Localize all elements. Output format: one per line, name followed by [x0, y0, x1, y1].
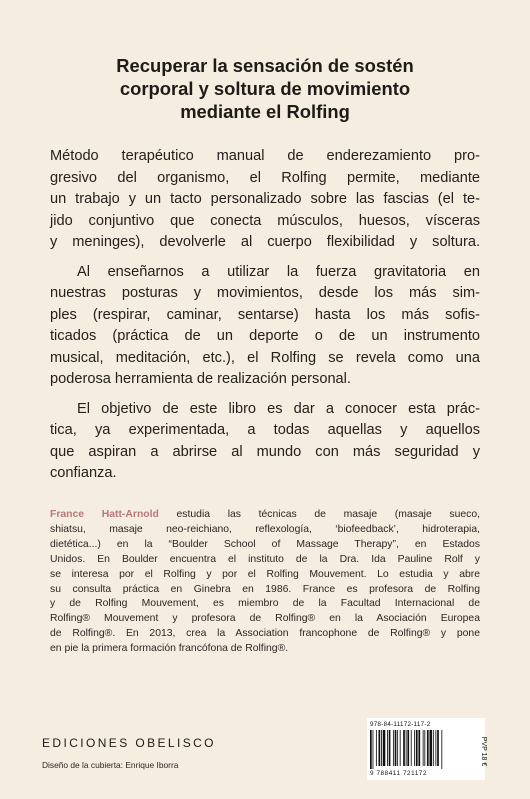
bio-line: Rolfing® Mouvement y profesora de Rolfing® en la Asociación Europea — [50, 613, 480, 625]
text-line: nuestras posturas y movimientos, desde los más sim- — [50, 285, 480, 301]
barcode-bar — [407, 730, 409, 766]
barcode-bar — [403, 730, 405, 766]
author-name: France Hatt-Arnold — [50, 509, 159, 520]
text-line: El objetivo de este libro es dar a conocer esta prác- — [77, 400, 480, 417]
barcode-bar — [379, 730, 381, 766]
price-label: PVP 18 € — [480, 736, 488, 767]
author-bio — [50, 508, 480, 657]
bio-line: de Rolfing®. En 2013, crea la Association francophone de Rolfing® y pone — [50, 628, 480, 640]
headline-line: Recuperar la sensación de sostén — [116, 55, 414, 76]
barcode-bar — [395, 730, 397, 766]
bio-line — [50, 508, 480, 523]
text-line: gresivo del organismo, el Rolfing permite, mediante — [50, 169, 480, 186]
barcode-bar — [423, 730, 424, 766]
isbn-digits: 9 788411 721172 — [370, 770, 428, 777]
barcode-bar — [414, 730, 415, 766]
headline — [80, 54, 450, 123]
barcode-bar — [376, 730, 377, 766]
text-line: que aspiran a abrirse al mundo con más seguridad y — [50, 443, 480, 460]
barcode-bar — [435, 730, 436, 766]
text-line: Al enseñarnos a utilizar la fuerza gravitatoria en — [77, 263, 480, 280]
text-line: Método terapéutico manual de enderezamiento pro- — [50, 148, 480, 164]
synopsis — [50, 146, 480, 493]
publisher-name: EDICIONES OBELISCO — [42, 736, 216, 750]
barcode-bar — [389, 730, 391, 766]
barcode-bar — [416, 730, 418, 766]
text-line: tica, ya experimentada, a todas aquellas y aquellos — [50, 422, 480, 438]
barcode-bar — [418, 730, 420, 766]
barcode-bar — [370, 730, 372, 769]
bio-line: y de Rolfing Mouvement, es miembro de la Facultad Internacional de — [50, 598, 480, 610]
barcode-bar — [397, 730, 398, 766]
text-line: ples (respirar, caminar, sentarse) hasta los más sofis- — [50, 306, 480, 323]
cover-design-credit: Diseño de la cubierta: Enrique Iborra — [42, 760, 179, 770]
barcode-bar — [433, 730, 434, 766]
headline-line: corporal y soltura de movimiento — [119, 78, 411, 99]
headline-line: mediante el Rolfing — [180, 101, 350, 122]
text-line: jido conjuntivo que conecta músculos, huesos, vísceras — [50, 212, 480, 229]
barcode-bar — [427, 730, 429, 766]
barcode-bar — [441, 730, 442, 769]
barcode-bar — [373, 730, 374, 769]
bio-line: Unidos. En Boulder encuentra el instituto de la Dra. Ida Pauline Rolf y — [50, 553, 480, 565]
barcode-bar — [381, 730, 382, 766]
barcode-bar — [411, 730, 412, 766]
bio-line: dietética...) en la “Boulder School of Massage Therapy”, en Estados — [50, 538, 480, 550]
bio-line: en pie la primera formación francófona de Rolfing®. — [50, 643, 289, 655]
barcode-bar — [406, 730, 407, 766]
text-line: y meninges), devolverle al cuerpo flexibilidad y soltura. — [50, 234, 480, 250]
synopsis-paragraph-1 — [50, 146, 480, 254]
text-line: confianza. — [50, 465, 117, 481]
text-line: un trabajo y un tacto personalizado sobre las fascias (el te- — [50, 191, 480, 207]
barcode-bar — [430, 730, 433, 766]
text-line: poderosa herramienta de realización personal. — [50, 371, 351, 387]
barcode-bar — [400, 730, 401, 766]
isbn-label: 978-84-11172-117-2 — [370, 721, 431, 728]
bio-line: se interesa por el Rolfing y por el Rolfing Mouvement. Lo estudia y abre — [50, 568, 480, 580]
text-line: musical, meditación, etc.), el Rolfing se revela como una — [50, 349, 480, 366]
bio-line: su consulta práctica en Ginebra en 1986. France es profesora de Rolfing — [50, 583, 480, 595]
barcode-bar — [393, 730, 394, 766]
bio-line: shiatsu, masaje neo-reichiano, reflexología, ‘biofeedback’, hidroterapia, — [50, 523, 480, 535]
barcode-icon — [370, 730, 464, 769]
synopsis-paragraph-3 — [50, 399, 480, 485]
barcode-bar — [383, 730, 386, 766]
synopsis-paragraph-2 — [50, 262, 480, 391]
barcode-bar — [437, 730, 439, 766]
bio-text: estudia las técnicas de masaje (masaje sueco, — [158, 509, 480, 520]
barcode-bar — [424, 730, 425, 766]
text-line: ticados (práctica de un deporte o de un instrumento — [50, 328, 480, 344]
barcode-bar — [387, 730, 388, 766]
